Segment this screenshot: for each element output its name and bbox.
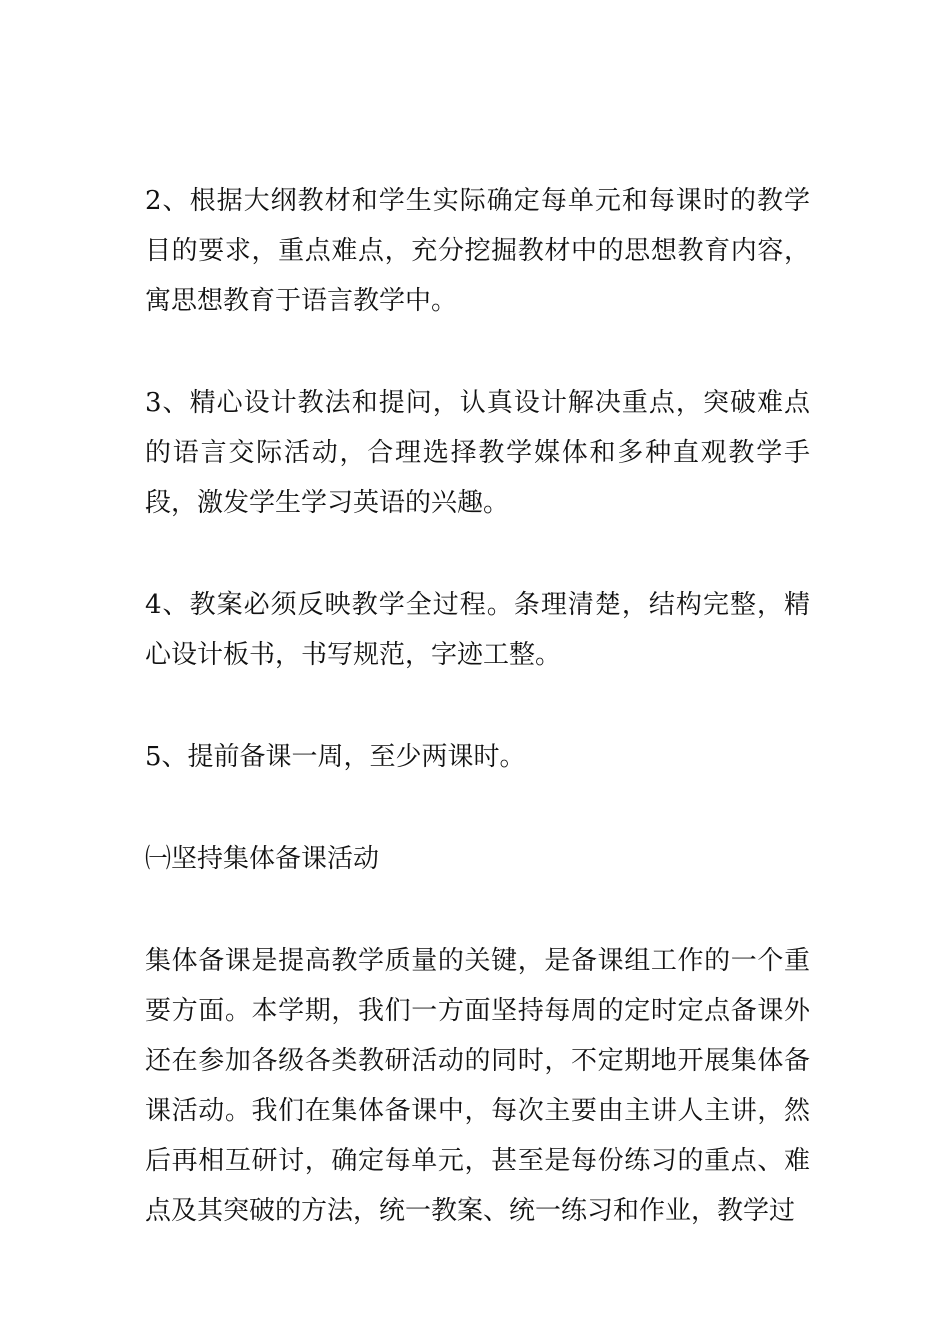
paragraph-item-3: 3、精心设计教法和提问，认真设计解决重点，突破难点的语言交际活动，合理选择教学媒体和多种直观教学手段，激发学生学习英语的兴趣。 bbox=[145, 388, 810, 518]
paragraph-item-2: 2、根据大纲教材和学生实际确定每单元和每课时的教学目的要求，重点难点，充分挖掘教材中的思想教育内容，寓思想教育于语言教学中。 bbox=[145, 186, 810, 316]
section-heading: ㈠坚持集体备课活动 bbox=[145, 844, 380, 874]
document-body bbox=[145, 176, 810, 1236]
paragraph-item-4: 4、教案必须反映教学全过程。条理清楚，结构完整，精心设计板书，书写规范，字迹工整。 bbox=[145, 590, 810, 670]
paragraph-item-5: 5、提前备课一周，至少两课时。 bbox=[145, 742, 526, 772]
body-paragraph: 集体备课是提高教学质量的关键，是备课组工作的一个重要方面。本学期，我们一方面坚持每周的定时定点备课外还在参加各级各类教研活动的同时，不定期地开展集体备课活动。我们在集体备课中，每次主要由主讲人主讲，然后再相互研讨，确定每单元，甚至是每份练习的重点、难点及其突破的方法，统一教案、统一练习和作业，教学过 bbox=[145, 946, 810, 1226]
